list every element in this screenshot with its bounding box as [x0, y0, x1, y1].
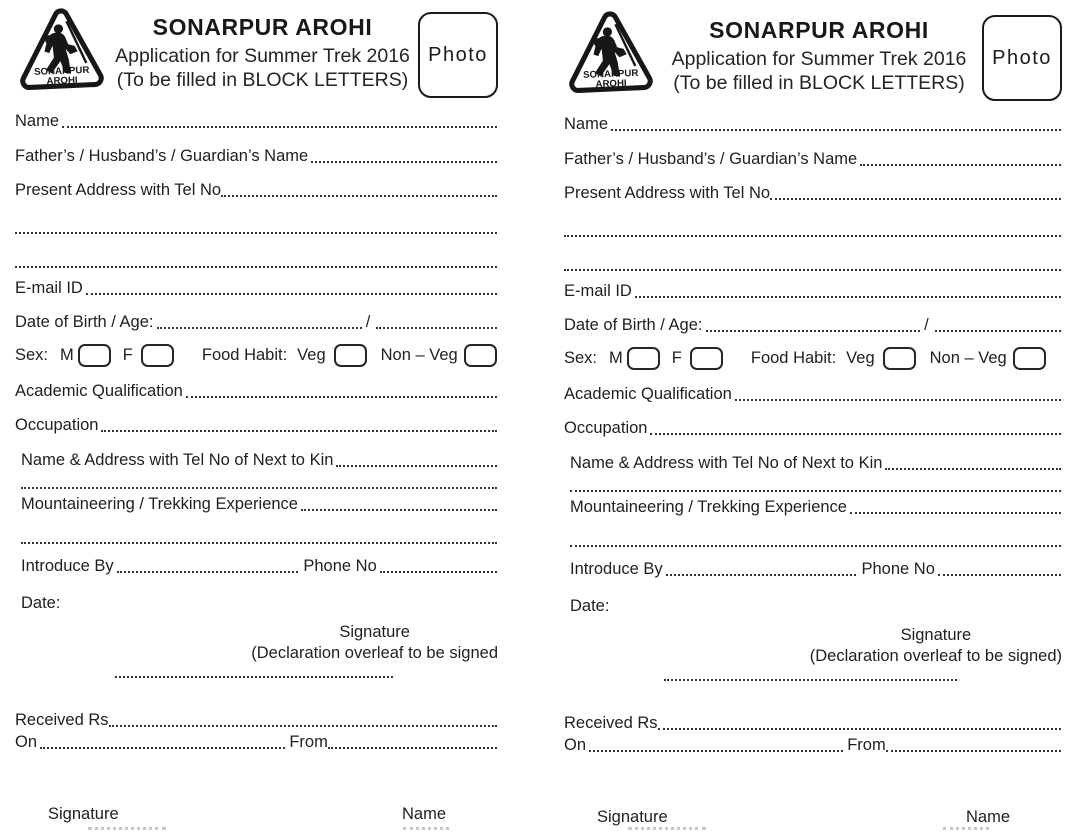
name-field-label: Name — [564, 115, 609, 133]
occupation-field — [564, 417, 1062, 439]
guardian-field-label: Father’s / Husband’s / Guardian’s Name — [564, 150, 858, 168]
dotted-fill-line — [850, 512, 1061, 514]
declaration-note: (Declaration overleaf to be signed) — [809, 647, 1062, 665]
dob-age-separator: / — [365, 313, 371, 331]
dotted-fill-line — [589, 750, 843, 752]
declaration-note: (Declaration overleaf to be signed — [251, 644, 498, 662]
dotted-fill-line — [570, 490, 1061, 492]
dotted-fill-line — [886, 750, 1061, 752]
sex-female-checkbox — [141, 344, 174, 367]
dotted-fill-line — [21, 487, 497, 489]
dotted-fill-line — [15, 266, 497, 268]
dotted-fill-line — [935, 330, 1061, 332]
dotted-fill-line — [635, 296, 1061, 298]
experience-field-label: Mountaineering / Trekking Experience — [21, 495, 298, 513]
sex-female-label: F — [122, 345, 133, 364]
address-field — [15, 179, 498, 201]
dotted-fill-line — [885, 468, 1061, 470]
experience-extra-line — [15, 526, 498, 548]
non-veg-label: Non – Veg — [380, 345, 458, 364]
on-from-field — [15, 731, 498, 753]
form-header — [564, 9, 1062, 101]
from-label: From — [289, 733, 328, 751]
dotted-fill-line — [570, 545, 1061, 547]
dotted-fill-line — [328, 747, 497, 749]
date-field — [15, 592, 498, 614]
name-field — [564, 113, 1062, 135]
phone-no-label: Phone No — [303, 557, 377, 575]
form-header — [15, 6, 498, 98]
dotted-fill-line — [770, 198, 1061, 200]
introduce-by-label: Introduce By — [570, 560, 663, 578]
date-field — [564, 595, 1062, 617]
received-rs-label: Received Rs — [564, 714, 658, 732]
on-label: On — [564, 736, 587, 754]
guardian-field — [15, 145, 498, 167]
food-habit-label: Food Habit: — [750, 348, 837, 367]
academic-field — [564, 383, 1062, 405]
signature-dotted-line — [664, 671, 957, 681]
email-field — [564, 280, 1062, 302]
dotted-fill-line — [186, 396, 497, 398]
sonarpur-arohi-logo-icon — [13, 4, 108, 95]
dotted-fill-line — [86, 293, 497, 295]
signature-declaration-block — [251, 622, 498, 664]
block-letters-instruction: (To be filled in BLOCK LETTERS) — [673, 72, 965, 94]
signature-declaration-block — [810, 625, 1062, 667]
address-extra-line — [564, 253, 1062, 275]
org-title: SONARPUR AROHI — [709, 17, 929, 43]
photo-box-label: Photo — [992, 46, 1052, 69]
dotted-fill-line — [564, 235, 1061, 237]
photo-box — [418, 12, 498, 98]
dotted-fill-line — [380, 571, 497, 573]
signature-caption: Signature — [339, 623, 410, 641]
dotted-fill-line — [611, 129, 1061, 131]
address-field-label: Present Address with Tel No — [564, 184, 771, 202]
dotted-fill-line — [658, 728, 1061, 730]
faded-dotted-line — [628, 827, 706, 830]
dotted-fill-line — [221, 195, 497, 197]
dotted-fill-line — [735, 399, 1061, 401]
academic-field-label: Academic Qualification — [564, 385, 732, 403]
header-title-block — [107, 6, 418, 92]
date-field-label: Date: — [570, 597, 610, 615]
dotted-fill-line — [860, 164, 1061, 166]
sex-male-label: M — [60, 345, 74, 364]
next-of-kin-field — [15, 449, 498, 471]
logo-org-bottom: AROHI — [595, 78, 627, 91]
experience-field-label: Mountaineering / Trekking Experience — [570, 498, 847, 516]
dotted-fill-line — [21, 542, 497, 544]
sex-male-checkbox — [78, 344, 111, 367]
non-veg-label: Non – Veg — [929, 348, 1007, 367]
veg-checkbox — [883, 347, 916, 370]
veg-label: Veg — [846, 348, 875, 367]
photo-box-label: Photo — [428, 43, 488, 66]
sex-male-label: M — [609, 348, 623, 367]
next-of-kin-field — [564, 452, 1062, 474]
veg-checkbox — [334, 344, 367, 367]
sex-female-checkbox — [690, 347, 723, 370]
experience-field — [15, 493, 498, 515]
phone-no-label: Phone No — [861, 560, 935, 578]
email-field — [15, 277, 498, 299]
received-rs-field — [15, 709, 498, 731]
sex-food-habit-row — [564, 345, 1062, 371]
email-field-label: E-mail ID — [564, 282, 632, 300]
footer-signature-label: Signature — [597, 808, 668, 826]
name-field-label: Name — [15, 112, 60, 130]
dob-field-label: Date of Birth / Age: — [564, 316, 703, 334]
dotted-fill-line — [109, 725, 497, 727]
sex-food-habit-row — [15, 342, 498, 368]
veg-label: Veg — [297, 345, 326, 364]
dotted-fill-line — [706, 330, 921, 332]
footer-signature-label: Signature — [48, 805, 119, 823]
dotted-fill-line — [311, 161, 497, 163]
experience-field — [564, 496, 1062, 518]
sonarpur-arohi-logo-icon — [562, 7, 657, 98]
received-rs-label: Received Rs — [15, 711, 109, 729]
dotted-fill-line — [336, 465, 497, 467]
next-of-kin-field-label: Name & Address with Tel No of Next to Kin — [21, 451, 334, 469]
logo-org-bottom: AROHI — [46, 75, 78, 88]
dotted-fill-line — [938, 574, 1061, 576]
next-of-kin-extra-line — [15, 471, 498, 493]
address-field-label: Present Address with Tel No — [15, 181, 222, 199]
introduce-by-field — [15, 555, 498, 577]
dob-age-field — [15, 311, 498, 333]
org-title: SONARPUR AROHI — [152, 14, 373, 40]
non-veg-checkbox — [464, 344, 497, 367]
sex-label: Sex: — [564, 348, 598, 367]
address-extra-line — [15, 216, 498, 238]
dotted-fill-line — [62, 126, 497, 128]
introduce-by-field — [564, 558, 1062, 580]
dotted-fill-line — [650, 433, 1061, 435]
next-of-kin-extra-line — [564, 474, 1062, 496]
dob-field-label: Date of Birth / Age: — [15, 313, 154, 331]
on-from-field — [564, 734, 1062, 756]
dotted-fill-line — [564, 269, 1061, 271]
guardian-field-label: Father’s / Husband’s / Guardian’s Name — [15, 147, 309, 165]
header-title-block — [656, 9, 982, 95]
form-copy-right — [540, 0, 1080, 834]
address-field — [564, 182, 1062, 204]
dotted-fill-line — [301, 509, 497, 511]
food-habit-label: Food Habit: — [201, 345, 288, 364]
experience-extra-line — [564, 529, 1062, 551]
photo-box — [982, 15, 1062, 101]
dotted-fill-line — [666, 574, 857, 576]
non-veg-checkbox — [1013, 347, 1046, 370]
dob-age-field — [564, 314, 1062, 336]
dotted-fill-line — [157, 327, 362, 329]
footer-name-label: Name — [965, 808, 1010, 826]
sex-female-label: F — [671, 348, 682, 367]
date-field-label: Date: — [21, 594, 61, 612]
dob-age-separator: / — [924, 316, 929, 334]
received-rs-field — [564, 712, 1062, 734]
next-of-kin-field-label: Name & Address with Tel No of Next to Kin — [570, 454, 883, 472]
dotted-fill-line — [40, 747, 285, 749]
occupation-field — [15, 414, 498, 436]
address-extra-line — [15, 250, 498, 272]
signature-caption: Signature — [900, 626, 972, 644]
from-label: From — [847, 736, 886, 754]
footer-name-label: Name — [401, 805, 446, 823]
occupation-field-label: Occupation — [15, 416, 99, 434]
sex-label: Sex: — [15, 345, 49, 364]
guardian-field — [564, 148, 1062, 170]
faded-dotted-line — [943, 827, 989, 830]
form-subtitle: Application for Summer Trek 2016 — [671, 48, 967, 70]
academic-field-label: Academic Qualification — [15, 382, 183, 400]
faded-dotted-line — [88, 827, 166, 830]
introduce-by-label: Introduce By — [21, 557, 114, 575]
name-field — [15, 110, 498, 132]
email-field-label: E-mail ID — [15, 279, 83, 297]
sex-male-checkbox — [627, 347, 660, 370]
occupation-field-label: Occupation — [564, 419, 648, 437]
dotted-fill-line — [15, 232, 497, 234]
block-letters-instruction: (To be filled in BLOCK LETTERS) — [116, 69, 409, 91]
on-label: On — [15, 733, 38, 751]
academic-field — [15, 380, 498, 402]
form-subtitle: Application for Summer Trek 2016 — [115, 45, 410, 67]
dotted-fill-line — [117, 571, 299, 573]
dotted-fill-line — [101, 430, 497, 432]
footer-row — [564, 808, 1062, 827]
logo-org-top: SONARPUR — [33, 64, 90, 78]
faded-dotted-line — [403, 827, 449, 830]
dotted-fill-line — [376, 327, 497, 329]
address-extra-line — [564, 219, 1062, 241]
logo-org-top: SONARPUR — [582, 67, 639, 81]
signature-dotted-line — [115, 668, 393, 678]
footer-row — [15, 805, 498, 824]
